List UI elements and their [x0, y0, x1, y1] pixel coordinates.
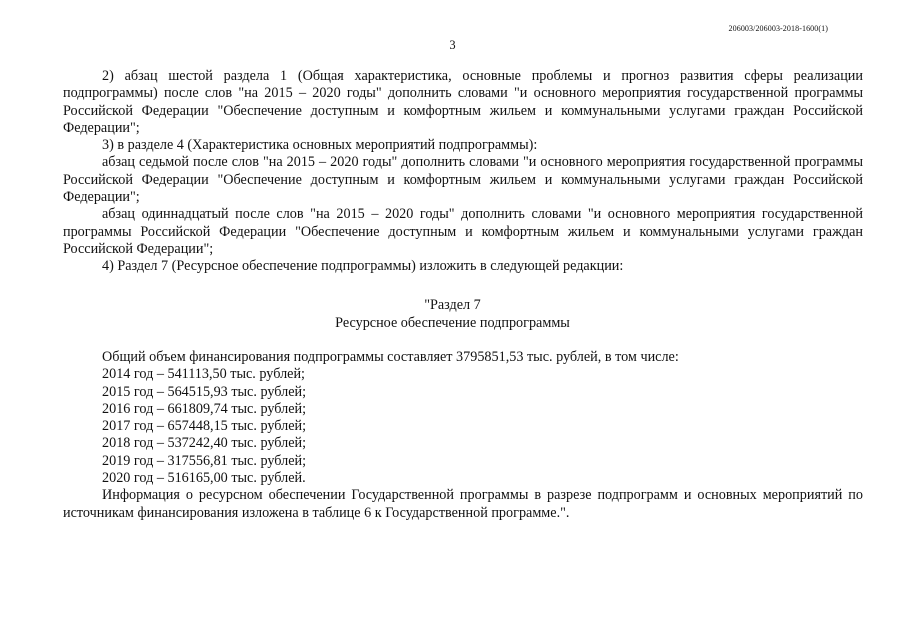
paragraph-item-3: 3) в разделе 4 (Характеристика основных мероприятий подпрограммы): [102, 137, 538, 154]
section-heading [0, 296, 905, 332]
section-subtitle: Ресурсное обеспечение подпрограммы [335, 315, 570, 331]
funding-year-2014: 2014 год – 541113,50 тыс. рублей; [102, 366, 305, 383]
funding-year-2019: 2019 год – 317556,81 тыс. рублей; [102, 452, 307, 469]
document-id: 206003/206003-2018-1600(1) [728, 24, 828, 33]
paragraph-abzac-11: абзац одиннадцатый после слов "на 2015 – 2020 годы" дополнить словами "и основного мероприятия государственной программы Российской Федерации "Обеспечение доступным и комфортным жильем и коммунальными услугами граждан Российской Федерации"; [63, 206, 863, 257]
funding-year-2015: 2015 год – 564515,93 тыс. рублей; [102, 383, 307, 400]
paragraph-abzac-7: абзац седьмой после слов "на 2015 – 2020 годы" дополнить словами "и основного мероприятия государственной программы Российской Федерации "Обеспечение доступным и комфортным жильем и коммунальными услугами граждан Российской Федерации"; [63, 154, 863, 206]
funding-year-2016: 2016 год – 661809,74 тыс. рублей; [102, 400, 307, 417]
paragraph-item-4: 4) Раздел 7 (Ресурсное обеспечение подпрограммы) изложить в следующей редакции: [102, 258, 624, 275]
funding-year-2020: 2020 год – 516165,00 тыс. рублей. [102, 470, 306, 487]
section-title: "Раздел 7 [424, 297, 481, 313]
page-number: 3 [449, 38, 456, 52]
document-body [63, 68, 863, 276]
funding-year-2018: 2018 год – 537242,40 тыс. рублей; [102, 435, 307, 452]
paragraph-item-2: 2) абзац шестой раздела 1 (Общая характеристика, основные проблемы и прогноз развития сферы реализации подпрограммы) после слов "на 2015 – 2020 годы" дополнить словами "и основного мероприятия государственной программы Российской Федерации "Обеспечение доступным и комфортным жильем и коммунальными услугами граждан Российской Федерации"; [63, 68, 863, 136]
funding-year-2017: 2017 год – 657448,15 тыс. рублей; [102, 418, 307, 435]
funding-total: Общий объем финансирования подпрограммы составляет 3795851,53 тыс. рублей, в том числе: [102, 349, 679, 365]
funding-section [63, 349, 863, 522]
funding-info-paragraph: Информация о ресурсном обеспечении Государственной программы в разрезе подпрограмм и основных мероприятий по источникам финансирования изложена в таблице 6 к Государственной программе.". [63, 487, 863, 521]
